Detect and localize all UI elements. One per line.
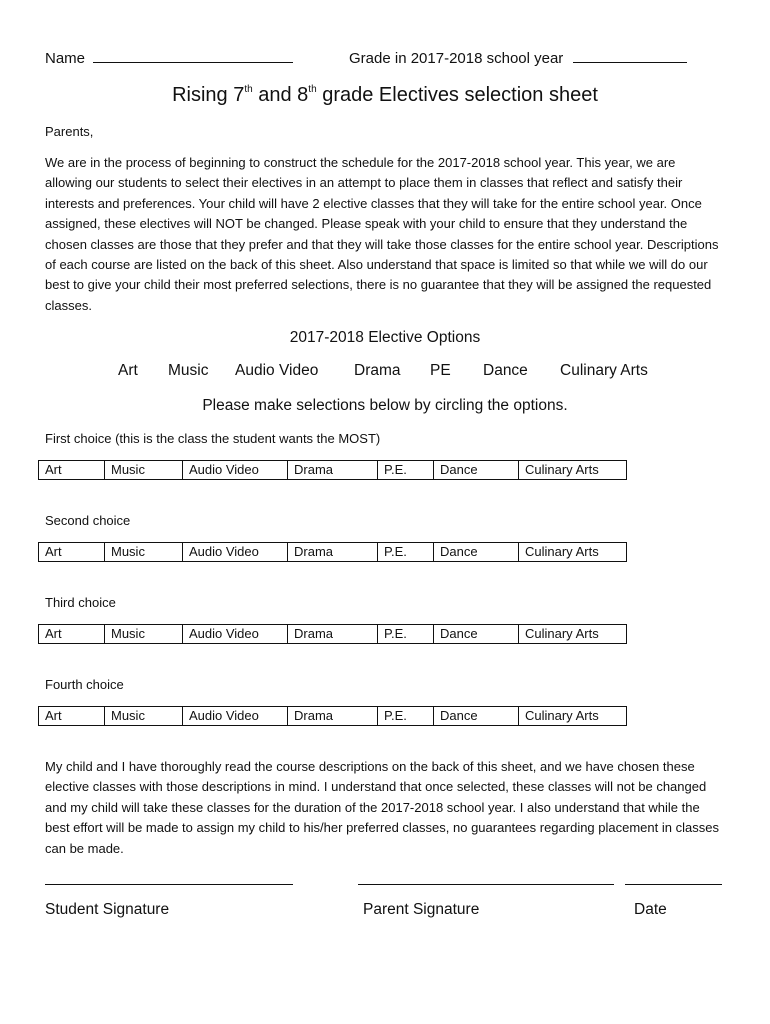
first-choice-label: First choice (this is the class the student wants the MOST) [45,431,381,446]
page-title: Rising 7th and 8th grade Electives selection sheet [172,84,598,106]
option-art: Art [118,362,138,379]
grade-field[interactable] [573,48,687,63]
option-dance: Dance [483,362,528,379]
option-culinary-arts: Culinary Arts [560,362,648,379]
parent-signature-label: Parent Signature [363,901,480,918]
fourth-choice-pe[interactable]: P.E. [378,707,434,726]
third-choice-drama[interactable]: Drama [288,625,378,644]
second-choice-dance[interactable]: Dance [434,543,519,562]
third-choice-culinary-arts[interactable]: Culinary Arts [519,625,627,644]
first-choice-culinary-arts[interactable]: Culinary Arts [519,461,627,480]
date-label: Date [634,901,667,918]
second-choice-audio-video[interactable]: Audio Video [183,543,288,562]
name-row [45,48,293,67]
third-choice-dance[interactable]: Dance [434,625,519,644]
second-choice-table [38,542,627,562]
third-choice-audio-video[interactable]: Audio Video [183,625,288,644]
fourth-choice-table [38,706,627,726]
option-music: Music [168,362,209,379]
table-row [39,461,627,480]
second-choice-label: Second choice [45,513,131,528]
fourth-choice-culinary-arts[interactable]: Culinary Arts [519,707,627,726]
instructions: Please make selections below by circling the options. [202,397,568,414]
intro-paragraph: We are in the process of beginning to construct the schedule for the 2017-2018 school year. This year, we are allowing our students to select their electives in an attempt to place them in classes that reflect and satisfy their interests and preferences. Your child will have 2 elective classes that they will take for the entire school year. Once assigned, these electives will NOT be changed. Please speak with your child to ensure that they understand the chosen classes are those that they prefer and that they will take those classes for the entire school year. Descriptions of each course are listed on the back of this sheet. Also understand that space is limited so that while we will do our best to give your child their most preferred selections, there is no guarantee that they will be assigned the requested classes. [45,155,719,313]
fourth-choice-dance[interactable]: Dance [434,707,519,726]
fourth-choice-audio-video[interactable]: Audio Video [183,707,288,726]
fourth-choice-drama[interactable]: Drama [288,707,378,726]
agreement-paragraph: My child and I have thoroughly read the course descriptions on the back of this sheet, and we have chosen these elective classes with those descriptions in mind. I understand that once selected, these classes will not be changed and my child will take these classes for the duration of the 2017-2018 school year. I also understand that while the best effort will be made to assign my child to his/her preferred classes, no guarantees regarding placement in classes can be made. [45,759,719,856]
second-choice-pe[interactable]: P.E. [378,543,434,562]
third-choice-art[interactable]: Art [39,625,105,644]
third-choice-label: Third choice [45,595,116,610]
fourth-choice-art[interactable]: Art [39,707,105,726]
table-row [39,625,627,644]
first-choice-dance[interactable]: Dance [434,461,519,480]
first-choice-audio-video[interactable]: Audio Video [183,461,288,480]
third-choice-table [38,624,627,644]
student-signature-label: Student Signature [45,901,170,918]
third-choice-music[interactable]: Music [105,625,183,644]
fourth-choice-music[interactable]: Music [105,707,183,726]
name-label: Name [45,50,86,67]
grade-row [349,48,687,67]
fourth-choice-label: Fourth choice [45,677,124,692]
student-signature-line[interactable] [45,884,293,885]
second-choice-art[interactable]: Art [39,543,105,562]
first-choice-music[interactable]: Music [105,461,183,480]
first-choice-drama[interactable]: Drama [288,461,378,480]
option-pe: PE [430,362,451,379]
second-choice-music[interactable]: Music [105,543,183,562]
option-drama: Drama [354,362,401,379]
option-audio-video: Audio Video [235,362,319,379]
name-field[interactable] [93,48,293,63]
table-row [39,707,627,726]
elective-options [0,362,770,384]
second-choice-drama[interactable]: Drama [288,543,378,562]
salutation: Parents, [45,124,94,139]
first-choice-table [38,460,627,480]
options-heading: 2017-2018 Elective Options [289,329,481,346]
date-line[interactable] [625,884,722,885]
third-choice-pe[interactable]: P.E. [378,625,434,644]
table-row [39,543,627,562]
parent-signature-line[interactable] [358,884,614,885]
grade-label: Grade in 2017-2018 school year [349,50,564,67]
second-choice-culinary-arts[interactable]: Culinary Arts [519,543,627,562]
first-choice-pe[interactable]: P.E. [378,461,434,480]
first-choice-art[interactable]: Art [39,461,105,480]
